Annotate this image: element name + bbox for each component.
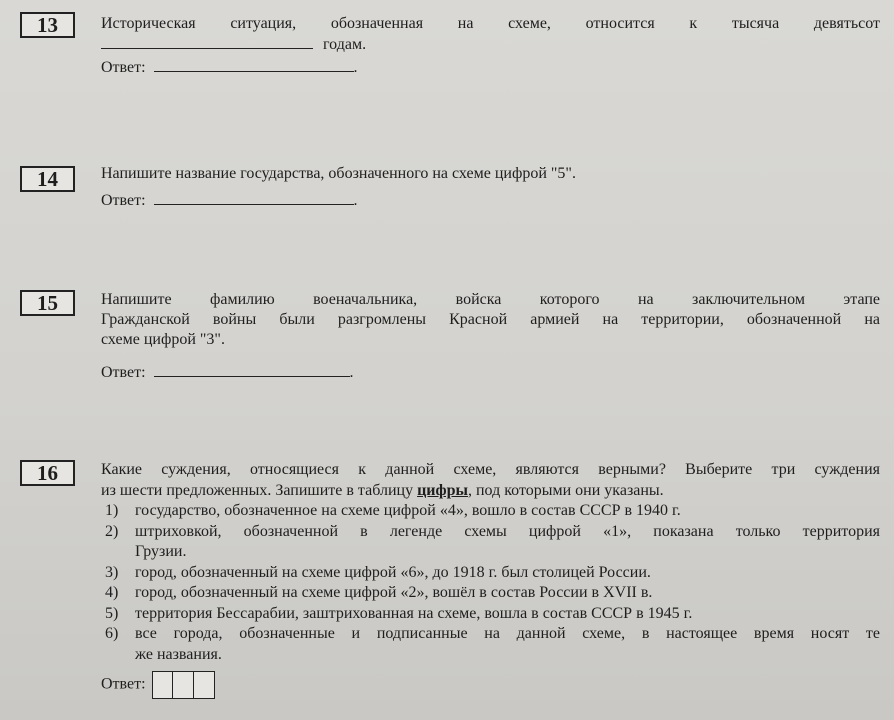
task-number-14: 14: [20, 166, 75, 192]
task-number-15: 15: [20, 290, 75, 316]
answer-cells-16: [152, 671, 214, 699]
answer-cell-3[interactable]: [193, 671, 215, 699]
task-13-line-1: Историческая ситуация, обозначенная на схеме, относится к тысяча девятьсот: [101, 15, 880, 32]
option-2: 2) штриховкой, обозначенной в легенде схемы цифрой «1», показана только территория Грузии.: [105, 522, 880, 560]
answer-label: Ответ:: [101, 364, 146, 381]
task-15-text: [101, 290, 880, 383]
task-number-13: 13: [20, 12, 75, 38]
task-13-text: [101, 14, 880, 78]
answer-cell-1[interactable]: [152, 671, 174, 699]
task-13-line-2-tail: годам.: [323, 36, 367, 53]
task-13-line-2: [101, 34, 880, 55]
task-16-options: [101, 501, 880, 665]
option-3: 3) город, обозначенный на схеме цифрой «6», до 1918 г. был столицей России.: [105, 563, 651, 581]
task-16-line-2: из шести предложенных. Запишите в таблицу цифры, под которыми они указаны.: [101, 481, 664, 499]
answer-label: Ответ:: [101, 675, 146, 693]
answer-cell-2[interactable]: [172, 671, 194, 699]
task-14-answer: Ответ: .: [101, 192, 358, 209]
task-15-line-3: схеме цифрой "3".: [101, 331, 225, 348]
task-13-blank[interactable]: [101, 34, 313, 49]
task-16-line-1: Какие суждения, относящиеся к данной схеме, являются верными? Выберите три суждения: [101, 461, 880, 478]
answer-field-15[interactable]: [154, 362, 350, 377]
answer-field-14[interactable]: [154, 190, 354, 205]
answer-label: Ответ:: [101, 192, 146, 209]
task-14-question: Напишите название государства, обозначенного на схеме цифрой "5".: [101, 165, 576, 182]
option-5: 5) территория Бессарабии, заштрихованная на схеме, вошла в состав СССР в 1945 г.: [105, 604, 693, 622]
task-15-line-2: Гражданской войны были разгромлены Красной армией на территории, обозначенной на: [101, 311, 880, 328]
answer-field-13[interactable]: [154, 57, 354, 72]
task-13-answer: Ответ: .: [101, 59, 358, 76]
task-15-answer: Ответ: .: [101, 364, 354, 381]
emphasis-digits: цифры: [417, 481, 468, 499]
task-16-answer: [101, 671, 880, 699]
option-4: 4) город, обозначенный на схеме цифрой «2», вошёл в состав России в XVII в.: [105, 584, 653, 601]
option-1: 1) государство, обозначенное на схеме цифрой «4», вошло в состав СССР в 1940 г.: [105, 502, 681, 519]
task-15-line-1: Напишите фамилию военачальника, войска которого на заключительном этапе: [101, 291, 880, 308]
task-16-text: [101, 460, 880, 699]
option-6: 6) все города, обозначенные и подписанные на данной схеме, в настоящее время носят те же названия.: [105, 625, 880, 663]
task-14-text: [101, 164, 880, 211]
answer-label: Ответ:: [101, 59, 146, 76]
task-number-16: 16: [20, 460, 75, 486]
